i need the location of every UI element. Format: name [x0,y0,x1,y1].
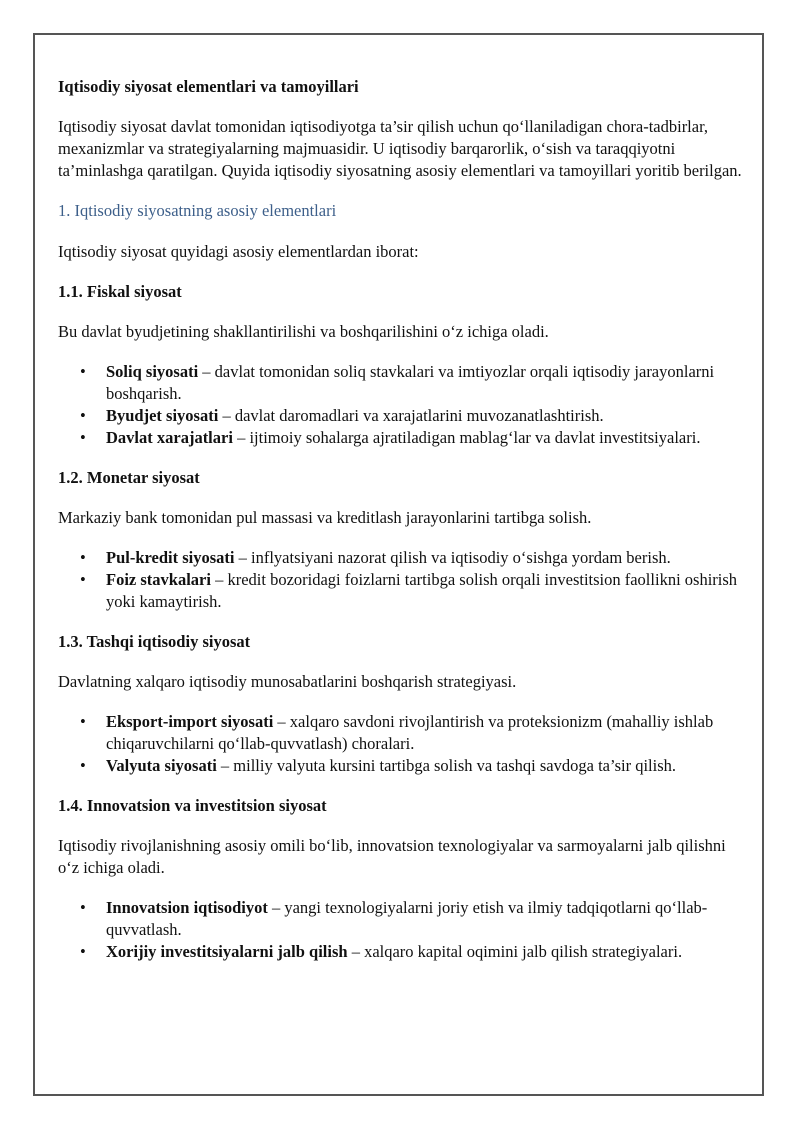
subheading-monetary: 1.2. Monetar siyosat [58,468,200,487]
list-item-text: – ijtimoiy sohalarga ajratiladigan mablag‘lar va davlat investitsiyalari. [232,428,701,447]
list-item-term: Eksport-import siyosati [106,712,274,731]
list-item-text: – kredit bozoridagi foizlarni tartibga solish orqali investitsion faollikni oshirish yoki kamaytirish. [106,570,738,611]
list-item-text: – milliy valyuta kursini tartibga solish va tashqi savdoga ta’sir qilish. [216,756,676,775]
list-item-term: Davlat xarajatlari [106,428,233,447]
list-item-text: – xalqaro kapital oqimini jalb qilish strategiyalari. [347,942,683,961]
bullet-icon: • [80,756,86,775]
bullet-icon: • [80,898,86,917]
list-item-text: – inflyatsiyani nazorat qilish va iqtisodiy o‘sishga yordam berish. [234,548,671,567]
foreign-list [58,711,748,777]
bullet-icon: • [80,406,86,425]
innovation-description: Iqtisodiy rivojlanishning asosiy omili bo‘lib, innovatsion texnologiyalar va sarmoyalarni jalb qilishni o‘z ichiga oladi. [58,836,726,877]
section-lead: Iqtisodiy siyosat quyidagi asosiy elementlardan iborat: [58,242,419,261]
foreign-description: Davlatning xalqaro iqtisodiy munosabatlarini boshqarish strategiyasi. [58,672,517,691]
list-item-term: Byudjet siyosati [106,406,219,425]
list-item [58,755,748,777]
list-item [58,711,748,755]
list-item [58,569,748,613]
list-item [58,941,748,963]
bullet-icon: • [80,942,86,961]
subheading-foreign: 1.3. Tashqi iqtisodiy siyosat [58,632,251,651]
list-item-term: Xorijiy investitsiyalarni jalb qilish [106,942,348,961]
list-item [58,405,748,427]
document-body [58,76,748,981]
list-item [58,361,748,405]
fiscal-description: Bu davlat byudjetining shakllantirilishi va boshqarilishini o‘z ichiga oladi. [58,322,549,341]
list-item-text: – davlat tomonidan soliq stavkalari va imtiyozlar orqali iqtisodiy jarayonlarni boshqarish. [106,362,715,403]
bullet-icon: • [80,362,86,381]
document-title: Iqtisodiy siyosat elementlari va tamoyillari [58,77,359,96]
subheading-fiscal: 1.1. Fiskal siyosat [58,282,182,301]
bullet-icon: • [80,712,86,731]
list-item-term: Innovatsion iqtisodiyot [106,898,268,917]
intro-paragraph: Iqtisodiy siyosat davlat tomonidan iqtisodiyotga ta’sir qilish uchun qo‘llaniladigan chora-tadbirlar, mexanizmlar va strategiyalarning majmuasidir. U iqtisodiy barqarorlik, o‘sish va taraqqiyotni ta’minlashga qaratilgan. Quyida iqtisodiy siyosatning asosiy elementlari va tamoyillari yoritib berilgan. [58,117,742,180]
list-item-text: – yangi texnologiyalarni joriy etish va ilmiy tadqiqotlarni qo‘llab-quvvatlash. [106,898,708,939]
bullet-icon: • [80,428,86,447]
monetary-list [58,547,748,613]
list-item-text: – xalqaro savdoni rivojlantirish va proteksionizm (mahalliy ishlab chiqaruvchilarni qo‘llab-quvvatlash) choralari. [106,712,714,753]
list-item-term: Pul-kredit siyosati [106,548,235,567]
innovation-list [58,897,748,963]
list-item-term: Valyuta siyosati [106,756,217,775]
subheading-innovation: 1.4. Innovatsion va investitsion siyosat [58,796,327,815]
list-item-term: Foiz stavkalari [106,570,211,589]
list-item [58,897,748,941]
list-item [58,547,748,569]
section-heading-elements: 1. Iqtisodiy siyosatning asosiy elementlari [58,201,337,220]
list-item [58,427,748,449]
fiscal-list [58,361,748,449]
monetary-description: Markaziy bank tomonidan pul massasi va kreditlash jarayonlarini tartibga solish. [58,508,592,527]
list-item-term: Soliq siyosati [106,362,199,381]
list-item-text: – davlat daromadlari va xarajatlarini muvozanatlashtirish. [218,406,604,425]
bullet-icon: • [80,570,86,589]
bullet-icon: • [80,548,86,567]
